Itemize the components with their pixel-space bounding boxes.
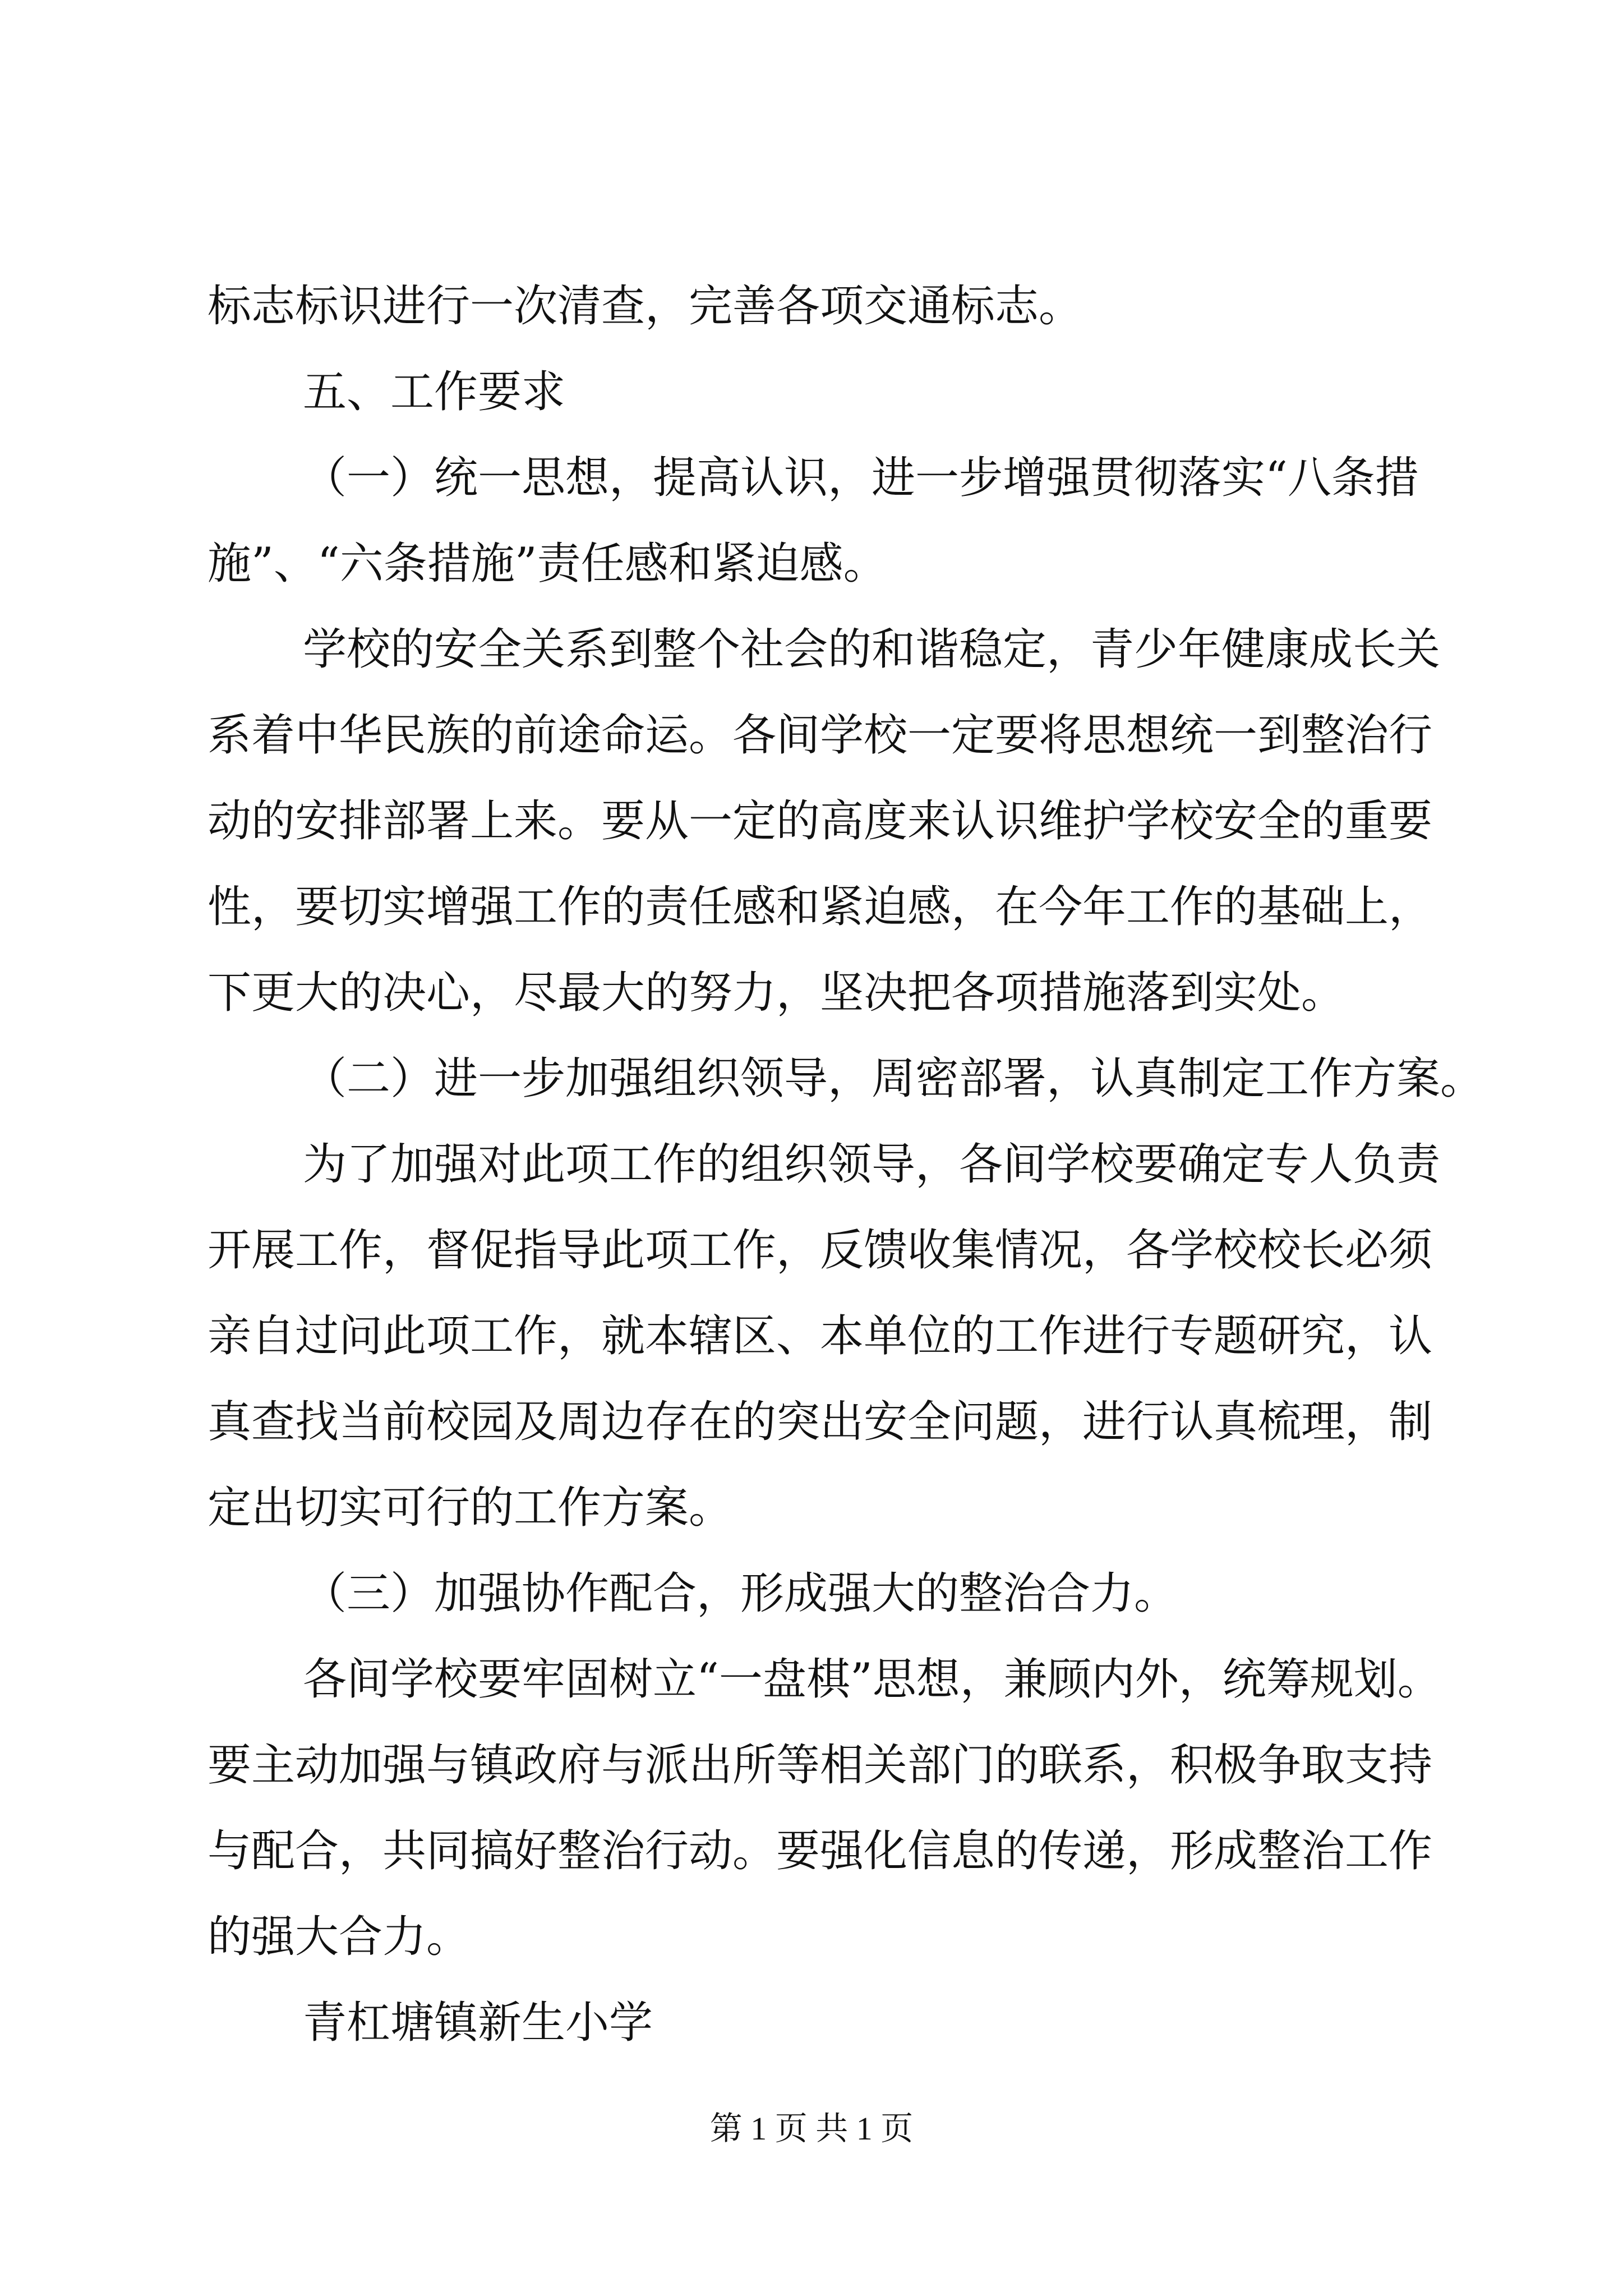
document-body bbox=[208, 264, 1484, 2066]
body-line: 系着中华民族的前途命运。各间学校一定要将思想统一到整治行 bbox=[208, 710, 1433, 761]
section-heading: 五、工作要求 bbox=[303, 367, 566, 417]
body-line: 亲自过问此项工作，就本辖区、本单位的工作进行专题研究，认 bbox=[208, 1311, 1433, 1361]
body-line: 的强大合力。 bbox=[208, 1912, 471, 1962]
subsection-heading-continued: 施”、“六条措施”责任感和紧迫感。 bbox=[208, 539, 887, 589]
body-line: 定出切实可行的工作方案。 bbox=[208, 1483, 733, 1533]
body-line: 动的安排部署上来。要从一定的高度来认识维护学校安全的重要 bbox=[208, 796, 1433, 846]
signature-line: 青杠塘镇新生小学 bbox=[303, 1998, 653, 2048]
body-line: 与配合，共同搞好整治行动。要强化信息的传递，形成整治工作 bbox=[208, 1826, 1433, 1876]
page-footer bbox=[0, 2106, 1623, 2151]
body-line: 各间学校要牢固树立“一盘棋”思想，兼顾内外，统筹规划。 bbox=[303, 1654, 1441, 1705]
page-number: 第 1 页 共 1 页 bbox=[709, 2110, 914, 2147]
body-line: 开展工作，督促指导此项工作，反馈收集情况，各学校校长必须 bbox=[208, 1225, 1433, 1276]
subsection-heading: （二）进一步加强组织领导，周密部署，认真制定工作方案。 bbox=[303, 1053, 1484, 1104]
body-line: 下更大的决心，尽最大的努力，坚决把各项措施落到实处。 bbox=[208, 968, 1345, 1018]
body-line: 为了加强对此项工作的组织领导，各间学校要确定专人负责 bbox=[303, 1139, 1441, 1190]
body-line: 性，要切实增强工作的责任感和紧迫感，在今年工作的基础上， bbox=[208, 882, 1433, 932]
body-line: 要主动加强与镇政府与派出所等相关部门的联系，积极争取支持 bbox=[208, 1740, 1433, 1791]
body-line: 标志标识进行一次清查，完善各项交通标志。 bbox=[208, 281, 1083, 332]
body-line: 学校的安全关系到整个社会的和谐稳定，青少年健康成长关 bbox=[303, 624, 1441, 675]
subsection-heading: （一）统一思想，提高认识，进一步增强贯彻落实“八条措 bbox=[303, 453, 1419, 503]
subsection-heading: （三）加强协作配合，形成强大的整治合力。 bbox=[303, 1568, 1178, 1619]
body-line: 真查找当前校园及周边存在的突出安全问题，进行认真梳理，制 bbox=[208, 1397, 1433, 1447]
